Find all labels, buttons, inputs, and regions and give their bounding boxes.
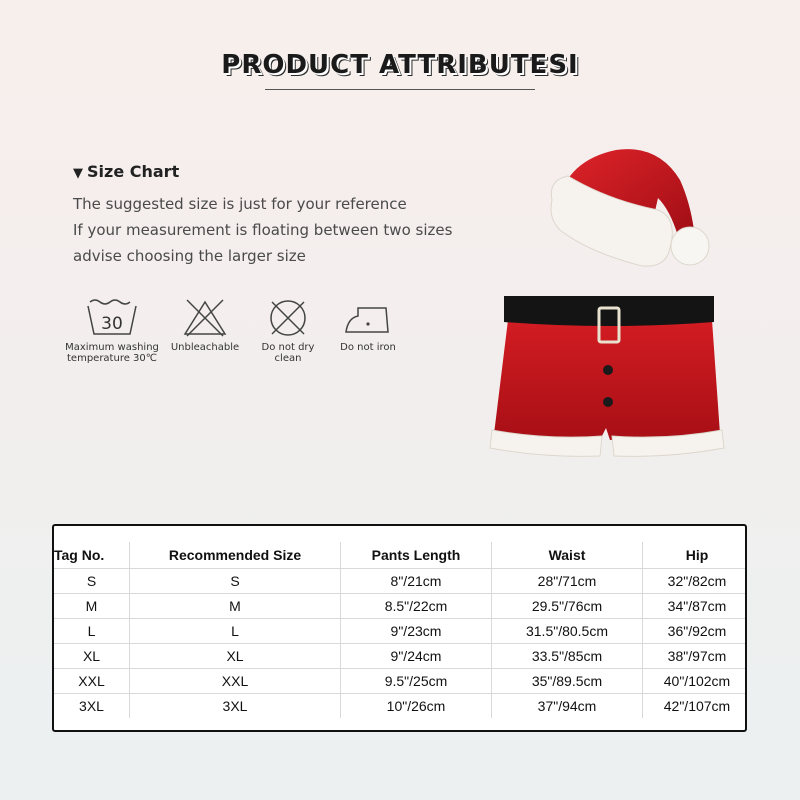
care-instructions [62, 298, 402, 368]
table-cell: 36"/92cm [643, 619, 748, 644]
size-table-container [52, 524, 747, 732]
table-cell: 31.5"/80.5cm [492, 619, 643, 644]
table-row [54, 594, 747, 619]
table-cell: M [130, 594, 341, 619]
care-label: Do not dry clean [261, 342, 315, 364]
no-tumble-dry-icon [266, 298, 310, 338]
column-header-tag: Tag No. [54, 547, 105, 563]
care-item-wash [62, 298, 162, 364]
table-row [54, 669, 747, 694]
table-cell: 37"/94cm [492, 694, 643, 719]
title-divider [265, 89, 535, 90]
column-header-recommended-size: Recommended Size [130, 542, 341, 569]
page-title: PRODUCT ATTRIBUTESI [221, 50, 579, 80]
table-cell: 3XL [130, 694, 341, 719]
care-label: temperature 30℃ [67, 353, 157, 364]
santa-hat-image [538, 140, 718, 275]
table-header-row [54, 542, 747, 569]
table-cell: S [54, 569, 130, 594]
wash-30-icon [84, 298, 140, 338]
table-cell: 9"/23cm [341, 619, 492, 644]
table-cell: 8"/21cm [341, 569, 492, 594]
table-cell: 40"/102cm [643, 669, 748, 694]
table-cell: S [130, 569, 341, 594]
size-chart-line: If your measurement is floating between two sizes [73, 221, 453, 239]
table-row [54, 694, 747, 719]
table-cell: M [54, 594, 130, 619]
table-cell: 10"/26cm [341, 694, 492, 719]
table-cell: 3XL [54, 694, 130, 719]
size-chart-section [73, 162, 452, 269]
size-chart-heading [73, 162, 452, 181]
care-label: Maximum washing [65, 342, 159, 353]
column-header-hip: Hip [643, 542, 748, 569]
santa-boxer-shorts-image [488, 290, 728, 465]
table-cell: XL [54, 644, 130, 669]
size-chart-line: advise choosing the larger size [73, 247, 306, 265]
table-cell: 34"/87cm [643, 594, 748, 619]
table-cell: 8.5"/22cm [341, 594, 492, 619]
table-row [54, 644, 747, 669]
table-cell: 29.5"/76cm [492, 594, 643, 619]
table-cell: 33.5"/85cm [492, 644, 643, 669]
table-cell: XXL [130, 669, 341, 694]
table-cell: 9.5"/25cm [341, 669, 492, 694]
size-chart-heading-text: Size Chart [87, 162, 180, 181]
table-cell: L [130, 619, 341, 644]
care-item-bleach [168, 298, 242, 353]
table-cell: XL [130, 644, 341, 669]
table-cell: 42"/107cm [643, 694, 748, 719]
table-row [54, 619, 747, 644]
table-cell: 28"/71cm [492, 569, 643, 594]
care-label: Unbleachable [170, 342, 240, 353]
no-bleach-icon [183, 298, 227, 338]
care-item-iron [334, 298, 402, 353]
table-cell: L [54, 619, 130, 644]
no-iron-icon [342, 298, 394, 338]
table-cell: 38"/97cm [643, 644, 748, 669]
size-chart-line: The suggested size is just for your reference [73, 195, 407, 213]
table-cell: 35"/89.5cm [492, 669, 643, 694]
table-row [54, 569, 747, 594]
table-cell: 32"/82cm [643, 569, 748, 594]
care-item-dry [248, 298, 328, 364]
wash-temp-number: 30 [101, 314, 123, 334]
column-header-pants-length: Pants Length [341, 542, 492, 569]
table-cell: XXL [54, 669, 130, 694]
size-table [54, 542, 747, 718]
triangle-down-icon: ▼ [73, 166, 83, 181]
column-header-waist: Waist [492, 542, 643, 569]
table-cell: 9"/24cm [341, 644, 492, 669]
care-label: Do not iron [340, 342, 396, 353]
